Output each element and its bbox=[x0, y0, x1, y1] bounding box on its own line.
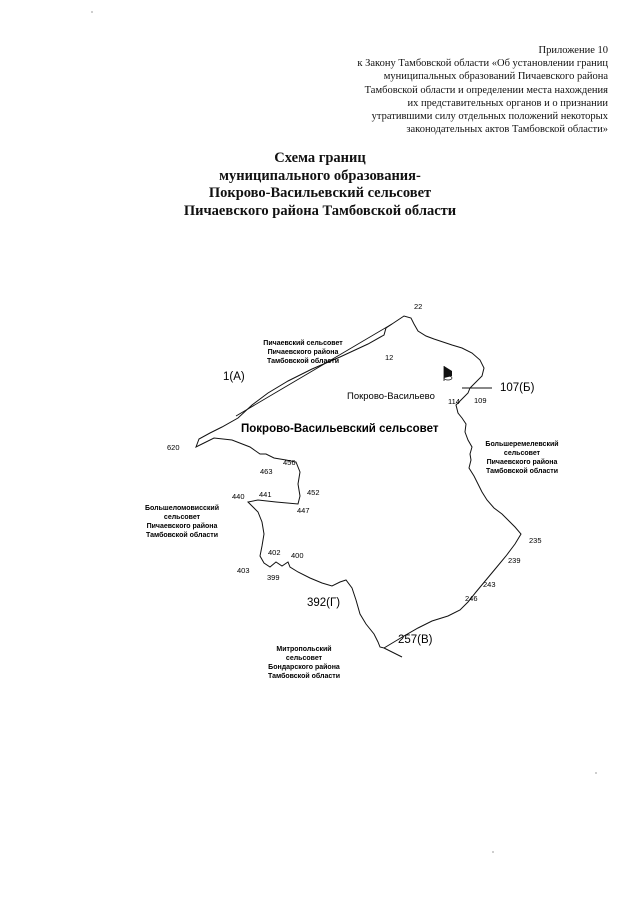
point-number: 400 bbox=[291, 551, 304, 560]
point-number: 246 bbox=[465, 594, 478, 603]
neighbor-south-line: сельсовет bbox=[285, 655, 323, 662]
village-flag-icon bbox=[444, 366, 452, 381]
junction-label-a: 1(А) bbox=[223, 371, 245, 383]
point-number: 12 bbox=[385, 353, 394, 362]
point-number: 235 bbox=[529, 536, 542, 545]
title-line: Пичаевского района Тамбовской области bbox=[183, 202, 457, 219]
scan-speck bbox=[91, 11, 92, 12]
appendix-line: к Закону Тамбовской области «Об установлении границ bbox=[357, 58, 608, 70]
neighbor-east-line: Большеремелевский bbox=[485, 441, 559, 448]
village-label: Покрово-Васильево bbox=[347, 391, 435, 402]
scan-speck bbox=[595, 772, 596, 773]
point-number: 440 bbox=[232, 492, 245, 501]
point-number: 463 bbox=[260, 467, 273, 476]
neighbor-north-line: Пичаевского района bbox=[267, 349, 339, 356]
neighbor-east-line: Пичаевского района bbox=[486, 459, 558, 466]
boundary-line-a bbox=[236, 324, 392, 416]
appendix-line: законодательных актов Тамбовской области» bbox=[406, 124, 608, 136]
neighbor-east bbox=[485, 440, 558, 475]
point-number: 239 bbox=[508, 556, 521, 565]
point-number: 399 bbox=[267, 573, 280, 582]
neighbor-south bbox=[268, 645, 340, 680]
point-number: 620 bbox=[167, 443, 180, 452]
neighbor-east-line: Тамбовской области bbox=[485, 468, 559, 475]
neighbor-south-line: Тамбовской области bbox=[267, 673, 341, 680]
title-line: Схема границ bbox=[274, 150, 366, 166]
junction-label-v: 257(В) bbox=[398, 634, 433, 646]
neighbor-west-line: Большеломовисский bbox=[144, 505, 220, 512]
point-number: 114 bbox=[448, 397, 460, 406]
appendix-line: муниципальных образований Пичаевского района bbox=[383, 71, 608, 83]
point-number: 243 bbox=[483, 580, 496, 589]
appendix-line: Приложение 10 bbox=[538, 45, 608, 56]
junction-label-g: 392(Г) bbox=[307, 597, 341, 609]
neighbor-west bbox=[145, 504, 219, 539]
neighbor-east-line: сельсовет bbox=[503, 450, 541, 457]
neighbor-south-line: Митропольский bbox=[276, 646, 332, 653]
point-number: 109 bbox=[474, 396, 487, 405]
appendix-line: их представительных органов и о признании bbox=[407, 97, 608, 109]
point-number: 22 bbox=[414, 302, 423, 311]
title-line: Покрово-Васильевский сельсовет bbox=[208, 185, 432, 201]
neighbor-west-line: сельсовет bbox=[163, 514, 201, 521]
neighbor-north-line: Тамбовской области bbox=[266, 358, 340, 365]
point-number: 447 bbox=[297, 506, 310, 515]
point-number: 441 bbox=[259, 490, 272, 499]
neighbor-north bbox=[263, 339, 343, 365]
junction-label-b: 107(Б) bbox=[500, 382, 535, 394]
point-number: 403 bbox=[237, 566, 250, 575]
municipality-label: Покрово-Васильевский сельсовет bbox=[241, 423, 439, 435]
neighbor-south-line: Бондарского района bbox=[268, 664, 340, 671]
title-line: муниципального образования- bbox=[219, 167, 421, 184]
neighbor-west-line: Тамбовской области bbox=[145, 532, 219, 539]
scan-speck bbox=[492, 851, 493, 852]
appendix-line: утратившими силу отдельных положений некоторых bbox=[371, 111, 608, 123]
neighbor-north-line: Пичаевский сельсовет bbox=[263, 340, 343, 347]
neighbor-west-line: Пичаевского района bbox=[146, 523, 218, 530]
point-number: 452 bbox=[307, 488, 320, 497]
boundary-tail bbox=[384, 648, 402, 657]
point-number: 456 bbox=[283, 458, 296, 467]
point-number: 402 bbox=[268, 548, 281, 557]
appendix-line: Тамбовской области и определении места нахождения bbox=[364, 84, 608, 96]
